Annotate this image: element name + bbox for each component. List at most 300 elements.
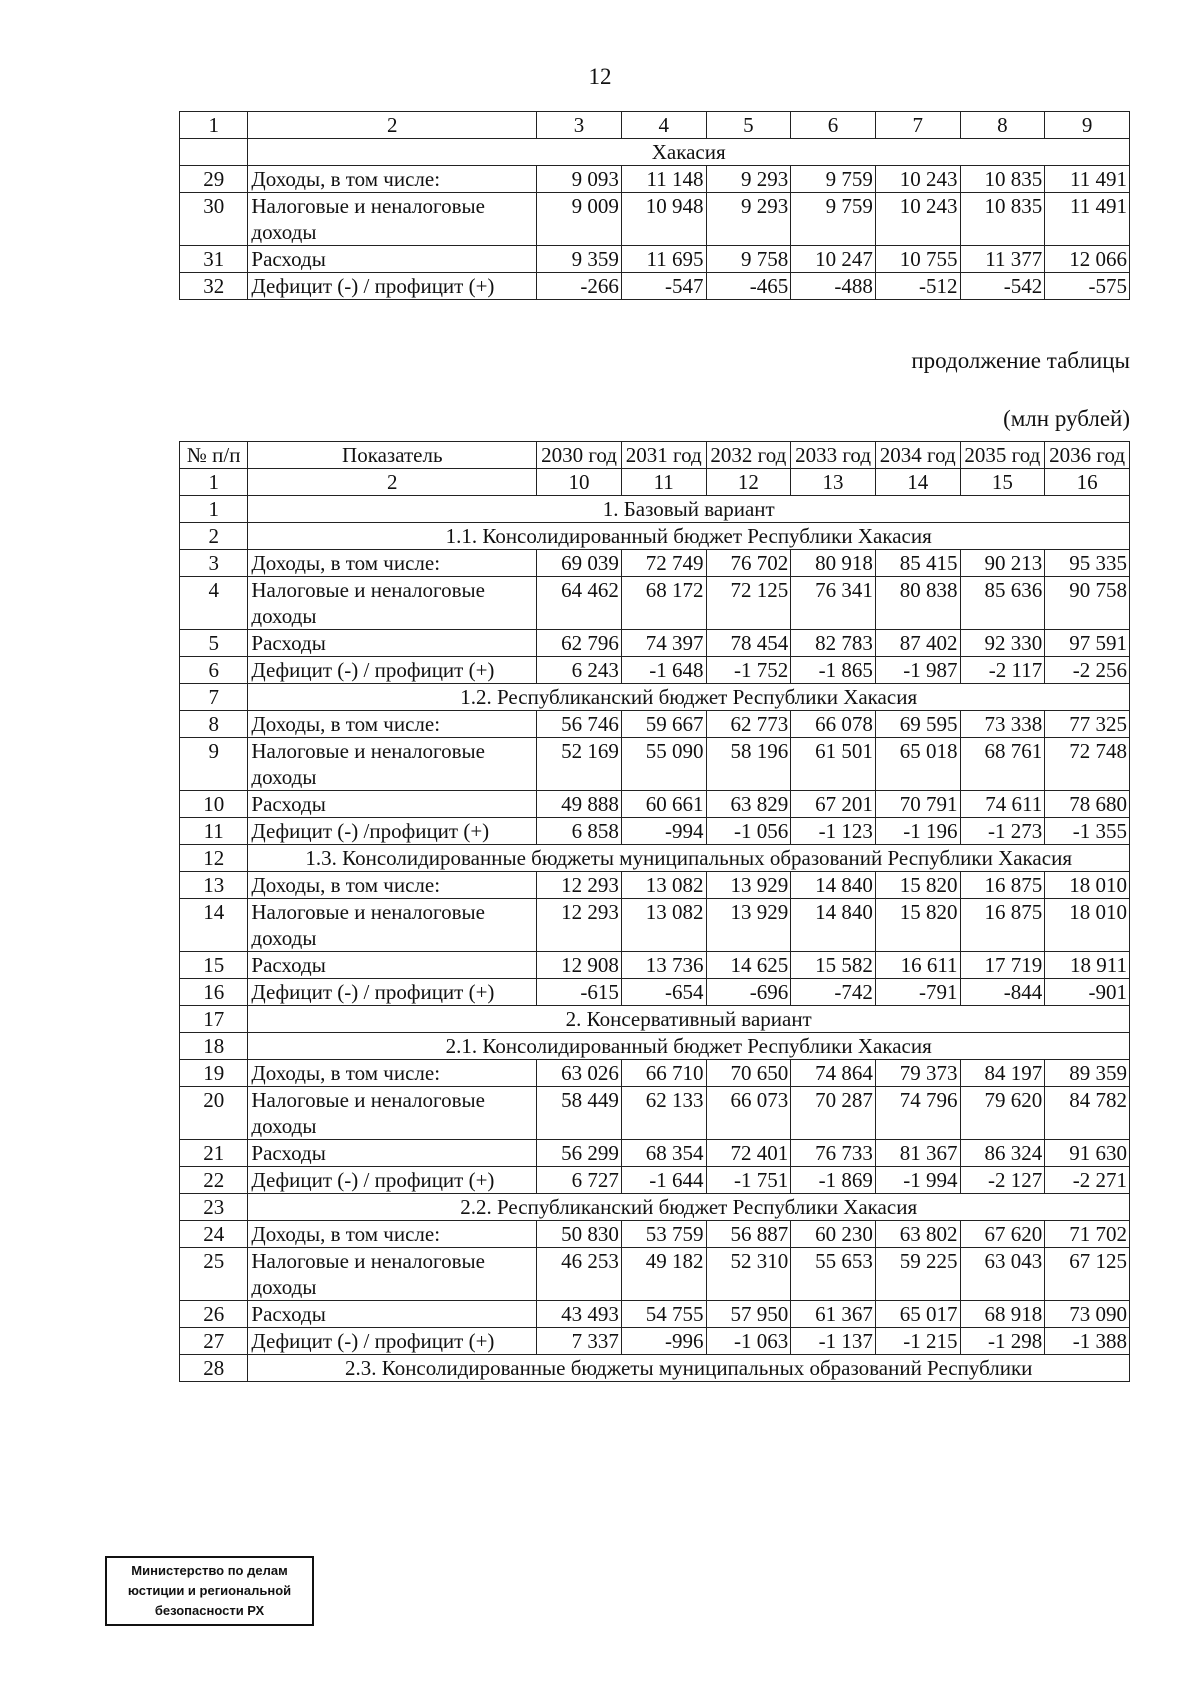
- indicator-label: Налоговые и неналоговые доходы: [248, 193, 537, 246]
- row-number: 15: [180, 952, 248, 979]
- ministry-stamp: [105, 1556, 314, 1626]
- value-cell: 7 337: [537, 1328, 622, 1355]
- section-row: [180, 845, 1130, 872]
- row-number: 13: [180, 872, 248, 899]
- value-cell: 69 595: [875, 711, 960, 738]
- row-number: 28: [180, 1355, 248, 1382]
- value-cell: 90 213: [960, 550, 1045, 577]
- value-cell: 12 293: [537, 872, 622, 899]
- value-cell: 70 791: [875, 791, 960, 818]
- row-number: 19: [180, 1060, 248, 1087]
- indicator-label: Доходы, в том числе:: [248, 872, 537, 899]
- value-cell: 11 491: [1045, 193, 1130, 246]
- value-cell: -1 648: [621, 657, 706, 684]
- value-cell: 95 335: [1045, 550, 1130, 577]
- value-cell: 10 948: [621, 193, 706, 246]
- value-cell: 70 287: [791, 1087, 876, 1140]
- value-cell: -2 127: [960, 1167, 1045, 1194]
- value-cell: 85 636: [960, 577, 1045, 630]
- row-number: 23: [180, 1194, 248, 1221]
- row-number: 16: [180, 979, 248, 1006]
- indicator-label: Расходы: [248, 1140, 537, 1167]
- table-continuation-note: продолжение таблицы: [911, 348, 1130, 373]
- header-indicator: Показатель: [248, 442, 537, 469]
- value-cell: 78 454: [706, 630, 791, 657]
- table-row: [180, 1087, 1130, 1140]
- value-cell: 56 746: [537, 711, 622, 738]
- value-cell: 84 782: [1045, 1087, 1130, 1140]
- value-cell: 59 225: [875, 1248, 960, 1301]
- value-cell: 13 082: [621, 872, 706, 899]
- value-cell: 67 201: [791, 791, 876, 818]
- section-title: 1.3. Консолидированные бюджеты муниципальных образований Республики Хакасия: [248, 845, 1130, 872]
- table-row: [180, 711, 1130, 738]
- value-cell: 17 719: [960, 952, 1045, 979]
- section-row: [180, 1006, 1130, 1033]
- section-row: [180, 523, 1130, 550]
- value-cell: 6 727: [537, 1167, 622, 1194]
- value-cell: -615: [537, 979, 622, 1006]
- column-number: 1: [180, 469, 248, 496]
- value-cell: -1 196: [875, 818, 960, 845]
- value-cell: -1 355: [1045, 818, 1130, 845]
- section-title: 1.2. Республиканский бюджет Республики Хакасия: [248, 684, 1130, 711]
- column-number: 15: [960, 469, 1045, 496]
- stamp-line: безопасности РХ: [154, 1603, 265, 1618]
- value-cell: -542: [960, 273, 1045, 300]
- value-cell: 18 010: [1045, 872, 1130, 899]
- value-cell: -1 273: [960, 818, 1045, 845]
- header-year: 2031 год: [621, 442, 706, 469]
- value-cell: 62 133: [621, 1087, 706, 1140]
- row-number: 24: [180, 1221, 248, 1248]
- budget-table-continued: [179, 111, 1130, 300]
- value-cell: 66 073: [706, 1087, 791, 1140]
- stamp-line: Министерство по делам: [131, 1563, 288, 1578]
- indicator-label: Доходы, в том числе:: [248, 711, 537, 738]
- value-cell: 6 858: [537, 818, 622, 845]
- header-year: 2030 год: [537, 442, 622, 469]
- indicator-label: Доходы, в том числе:: [248, 550, 537, 577]
- value-cell: -791: [875, 979, 960, 1006]
- value-cell: 9 009: [537, 193, 622, 246]
- budget-forecast-table: [179, 441, 1130, 1382]
- column-number: 8: [960, 112, 1045, 139]
- empty-cell: [180, 139, 248, 166]
- value-cell: 82 783: [791, 630, 876, 657]
- column-number: 9: [1045, 112, 1130, 139]
- column-number-row: [180, 469, 1130, 496]
- row-number: 9: [180, 738, 248, 791]
- section-title: Хакасия: [248, 139, 1130, 166]
- table-row: [180, 1140, 1130, 1167]
- value-cell: 72 748: [1045, 738, 1130, 791]
- indicator-label: Дефицит (-) /профицит (+): [248, 818, 537, 845]
- value-cell: 59 667: [621, 711, 706, 738]
- indicator-label: Дефицит (-) / профицит (+): [248, 1167, 537, 1194]
- value-cell: -1 063: [706, 1328, 791, 1355]
- row-number: 26: [180, 1301, 248, 1328]
- value-cell: 76 702: [706, 550, 791, 577]
- row-number: 29: [180, 166, 248, 193]
- indicator-label: Расходы: [248, 246, 537, 273]
- section-row: [180, 684, 1130, 711]
- section-title: 2. Консервативный вариант: [248, 1006, 1130, 1033]
- header-year: 2032 год: [706, 442, 791, 469]
- table-row: [180, 1167, 1130, 1194]
- row-number: 7: [180, 684, 248, 711]
- table-row: [180, 657, 1130, 684]
- value-cell: 49 182: [621, 1248, 706, 1301]
- table-row: [180, 550, 1130, 577]
- value-cell: -1 056: [706, 818, 791, 845]
- value-cell: 50 830: [537, 1221, 622, 1248]
- indicator-label: Налоговые и неналоговые доходы: [248, 1087, 537, 1140]
- value-cell: -1 752: [706, 657, 791, 684]
- row-number: 21: [180, 1140, 248, 1167]
- table-row: [180, 979, 1130, 1006]
- value-cell: 15 582: [791, 952, 876, 979]
- column-number: 2: [248, 112, 537, 139]
- value-cell: 60 230: [791, 1221, 876, 1248]
- column-number: 1: [180, 112, 248, 139]
- row-number: 11: [180, 818, 248, 845]
- value-cell: 73 090: [1045, 1301, 1130, 1328]
- value-cell: 58 196: [706, 738, 791, 791]
- value-cell: -742: [791, 979, 876, 1006]
- row-number: 5: [180, 630, 248, 657]
- value-cell: 11 491: [1045, 166, 1130, 193]
- section-title: 2.3. Консолидированные бюджеты муниципальных образований Республики: [248, 1355, 1130, 1382]
- row-number: 4: [180, 577, 248, 630]
- value-cell: 63 026: [537, 1060, 622, 1087]
- table-row: [180, 738, 1130, 791]
- value-cell: -1 215: [875, 1328, 960, 1355]
- value-cell: 14 625: [706, 952, 791, 979]
- column-number: 4: [621, 112, 706, 139]
- section-title: 2.2. Республиканский бюджет Республики Хакасия: [248, 1194, 1130, 1221]
- value-cell: -465: [706, 273, 791, 300]
- table-row: [180, 791, 1130, 818]
- value-cell: 63 043: [960, 1248, 1045, 1301]
- value-cell: 55 090: [621, 738, 706, 791]
- indicator-label: Налоговые и неналоговые доходы: [248, 577, 537, 630]
- value-cell: 72 749: [621, 550, 706, 577]
- column-number-row: [180, 112, 1130, 139]
- units-note: (млн рублей): [1003, 406, 1130, 431]
- indicator-label: Налоговые и неналоговые доходы: [248, 738, 537, 791]
- value-cell: 72 401: [706, 1140, 791, 1167]
- value-cell: 16 611: [875, 952, 960, 979]
- value-cell: 68 918: [960, 1301, 1045, 1328]
- table-row: [180, 1301, 1130, 1328]
- value-cell: 68 354: [621, 1140, 706, 1167]
- value-cell: 11 695: [621, 246, 706, 273]
- row-number: 2: [180, 523, 248, 550]
- value-cell: 79 620: [960, 1087, 1045, 1140]
- value-cell: -2 256: [1045, 657, 1130, 684]
- section-title: 1. Базовый вариант: [248, 496, 1130, 523]
- value-cell: 73 338: [960, 711, 1045, 738]
- value-cell: 68 761: [960, 738, 1045, 791]
- value-cell: 43 493: [537, 1301, 622, 1328]
- value-cell: -1 994: [875, 1167, 960, 1194]
- value-cell: 9 293: [706, 166, 791, 193]
- header-number: № п/п: [180, 442, 248, 469]
- value-cell: -1 298: [960, 1328, 1045, 1355]
- value-cell: 13 082: [621, 899, 706, 952]
- row-number: 3: [180, 550, 248, 577]
- table-row: [180, 1060, 1130, 1087]
- value-cell: 16 875: [960, 872, 1045, 899]
- value-cell: 12 908: [537, 952, 622, 979]
- header-year: 2034 год: [875, 442, 960, 469]
- column-number: 5: [706, 112, 791, 139]
- page-number: 12: [588, 64, 612, 89]
- value-cell: -512: [875, 273, 960, 300]
- value-cell: -994: [621, 818, 706, 845]
- value-cell: 74 611: [960, 791, 1045, 818]
- table-row: [180, 246, 1130, 273]
- value-cell: 46 253: [537, 1248, 622, 1301]
- indicator-label: Расходы: [248, 630, 537, 657]
- row-number: 17: [180, 1006, 248, 1033]
- value-cell: 55 653: [791, 1248, 876, 1301]
- value-cell: 10 243: [875, 193, 960, 246]
- value-cell: -901: [1045, 979, 1130, 1006]
- section-row: [180, 1194, 1130, 1221]
- value-cell: 64 462: [537, 577, 622, 630]
- value-cell: 6 243: [537, 657, 622, 684]
- section-row: [180, 496, 1130, 523]
- stamp-line: юстиции и региональной: [127, 1583, 292, 1598]
- table-row: [180, 273, 1130, 300]
- header-year: 2035 год: [960, 442, 1045, 469]
- value-cell: 68 172: [621, 577, 706, 630]
- value-cell: 18 010: [1045, 899, 1130, 952]
- table-row: [180, 952, 1130, 979]
- row-number: 18: [180, 1033, 248, 1060]
- indicator-label: Дефицит (-) / профицит (+): [248, 1328, 537, 1355]
- value-cell: 66 710: [621, 1060, 706, 1087]
- column-number: 13: [791, 469, 876, 496]
- value-cell: 10 835: [960, 166, 1045, 193]
- value-cell: -1 865: [791, 657, 876, 684]
- value-cell: 9 293: [706, 193, 791, 246]
- value-cell: -2 117: [960, 657, 1045, 684]
- value-cell: 66 078: [791, 711, 876, 738]
- value-cell: 74 864: [791, 1060, 876, 1087]
- value-cell: 58 449: [537, 1087, 622, 1140]
- value-cell: 80 838: [875, 577, 960, 630]
- table-row: [180, 1221, 1130, 1248]
- value-cell: 80 918: [791, 550, 876, 577]
- value-cell: 9 359: [537, 246, 622, 273]
- value-cell: -1 388: [1045, 1328, 1130, 1355]
- section-row: [180, 1033, 1130, 1060]
- column-number: 2: [248, 469, 537, 496]
- value-cell: 61 501: [791, 738, 876, 791]
- table-row: [180, 872, 1130, 899]
- row-number: 31: [180, 246, 248, 273]
- value-cell: 13 736: [621, 952, 706, 979]
- section-row: [180, 1355, 1130, 1382]
- column-number: 6: [791, 112, 876, 139]
- row-number: 25: [180, 1248, 248, 1301]
- value-cell: 14 840: [791, 899, 876, 952]
- value-cell: 71 702: [1045, 1221, 1130, 1248]
- row-number: 6: [180, 657, 248, 684]
- value-cell: 77 325: [1045, 711, 1130, 738]
- section-title: 1.1. Консолидированный бюджет Республики Хакасия: [248, 523, 1130, 550]
- value-cell: 9 093: [537, 166, 622, 193]
- value-cell: 15 820: [875, 899, 960, 952]
- value-cell: -844: [960, 979, 1045, 1006]
- indicator-label: Налоговые и неналоговые доходы: [248, 1248, 537, 1301]
- value-cell: 9 759: [791, 166, 876, 193]
- value-cell: 78 680: [1045, 791, 1130, 818]
- table-row: [180, 899, 1130, 952]
- value-cell: 16 875: [960, 899, 1045, 952]
- row-number: 20: [180, 1087, 248, 1140]
- value-cell: 54 755: [621, 1301, 706, 1328]
- value-cell: 62 773: [706, 711, 791, 738]
- column-number: 16: [1045, 469, 1130, 496]
- value-cell: 18 911: [1045, 952, 1130, 979]
- table-row: [180, 630, 1130, 657]
- table-row: [180, 193, 1130, 246]
- value-cell: 76 733: [791, 1140, 876, 1167]
- row-number: 12: [180, 845, 248, 872]
- column-number: 10: [537, 469, 622, 496]
- value-cell: 65 017: [875, 1301, 960, 1328]
- value-cell: 81 367: [875, 1140, 960, 1167]
- value-cell: 12 293: [537, 899, 622, 952]
- value-cell: -1 644: [621, 1167, 706, 1194]
- table-row: [180, 1328, 1130, 1355]
- value-cell: 9 759: [791, 193, 876, 246]
- value-cell: -2 271: [1045, 1167, 1130, 1194]
- value-cell: 56 887: [706, 1221, 791, 1248]
- header-year: 2033 год: [791, 442, 876, 469]
- value-cell: -488: [791, 273, 876, 300]
- value-cell: -1 869: [791, 1167, 876, 1194]
- value-cell: 60 661: [621, 791, 706, 818]
- value-cell: 70 650: [706, 1060, 791, 1087]
- value-cell: 69 039: [537, 550, 622, 577]
- table-header-row: [180, 442, 1130, 469]
- value-cell: -1 137: [791, 1328, 876, 1355]
- value-cell: 57 950: [706, 1301, 791, 1328]
- value-cell: 13 929: [706, 872, 791, 899]
- value-cell: 91 630: [1045, 1140, 1130, 1167]
- value-cell: 52 310: [706, 1248, 791, 1301]
- value-cell: -1 987: [875, 657, 960, 684]
- value-cell: 97 591: [1045, 630, 1130, 657]
- value-cell: 65 018: [875, 738, 960, 791]
- value-cell: 90 758: [1045, 577, 1130, 630]
- value-cell: -266: [537, 273, 622, 300]
- value-cell: 56 299: [537, 1140, 622, 1167]
- value-cell: 9 758: [706, 246, 791, 273]
- value-cell: 52 169: [537, 738, 622, 791]
- value-cell: -654: [621, 979, 706, 1006]
- value-cell: -1 123: [791, 818, 876, 845]
- value-cell: 92 330: [960, 630, 1045, 657]
- row-number: 10: [180, 791, 248, 818]
- value-cell: 74 796: [875, 1087, 960, 1140]
- indicator-label: Дефицит (-) / профицит (+): [248, 273, 537, 300]
- indicator-label: Доходы, в том числе:: [248, 1060, 537, 1087]
- indicator-label: Доходы, в том числе:: [248, 1221, 537, 1248]
- value-cell: 74 397: [621, 630, 706, 657]
- value-cell: 49 888: [537, 791, 622, 818]
- value-cell: -996: [621, 1328, 706, 1355]
- row-number: 1: [180, 496, 248, 523]
- value-cell: 10 247: [791, 246, 876, 273]
- value-cell: -696: [706, 979, 791, 1006]
- value-cell: 14 840: [791, 872, 876, 899]
- indicator-label: Доходы, в том числе:: [248, 166, 537, 193]
- value-cell: 67 125: [1045, 1248, 1130, 1301]
- value-cell: 87 402: [875, 630, 960, 657]
- value-cell: 67 620: [960, 1221, 1045, 1248]
- row-number: 8: [180, 711, 248, 738]
- indicator-label: Расходы: [248, 1301, 537, 1328]
- indicator-label: Дефицит (-) / профицит (+): [248, 657, 537, 684]
- value-cell: 11 377: [960, 246, 1045, 273]
- value-cell: 62 796: [537, 630, 622, 657]
- indicator-label: Налоговые и неналоговые доходы: [248, 899, 537, 952]
- value-cell: -575: [1045, 273, 1130, 300]
- value-cell: 53 759: [621, 1221, 706, 1248]
- value-cell: 10 835: [960, 193, 1045, 246]
- value-cell: 63 802: [875, 1221, 960, 1248]
- table-row: [180, 166, 1130, 193]
- column-number: 11: [621, 469, 706, 496]
- value-cell: 13 929: [706, 899, 791, 952]
- column-number: 3: [537, 112, 622, 139]
- value-cell: 11 148: [621, 166, 706, 193]
- value-cell: 89 359: [1045, 1060, 1130, 1087]
- indicator-label: Расходы: [248, 791, 537, 818]
- section-title: 2.1. Консолидированный бюджет Республики Хакасия: [248, 1033, 1130, 1060]
- row-number: 30: [180, 193, 248, 246]
- row-number: 14: [180, 899, 248, 952]
- value-cell: 10 755: [875, 246, 960, 273]
- row-number: 32: [180, 273, 248, 300]
- column-number: 12: [706, 469, 791, 496]
- value-cell: -547: [621, 273, 706, 300]
- indicator-label: Расходы: [248, 952, 537, 979]
- table-row: [180, 1248, 1130, 1301]
- value-cell: 79 373: [875, 1060, 960, 1087]
- value-cell: 15 820: [875, 872, 960, 899]
- column-number: 7: [875, 112, 960, 139]
- value-cell: 84 197: [960, 1060, 1045, 1087]
- row-number: 27: [180, 1328, 248, 1355]
- value-cell: 76 341: [791, 577, 876, 630]
- value-cell: 61 367: [791, 1301, 876, 1328]
- indicator-label: Дефицит (-) / профицит (+): [248, 979, 537, 1006]
- table-row: [180, 818, 1130, 845]
- table-row: [180, 577, 1130, 630]
- header-year: 2036 год: [1045, 442, 1130, 469]
- value-cell: 86 324: [960, 1140, 1045, 1167]
- value-cell: 12 066: [1045, 246, 1130, 273]
- value-cell: 72 125: [706, 577, 791, 630]
- section-row: [180, 139, 1130, 166]
